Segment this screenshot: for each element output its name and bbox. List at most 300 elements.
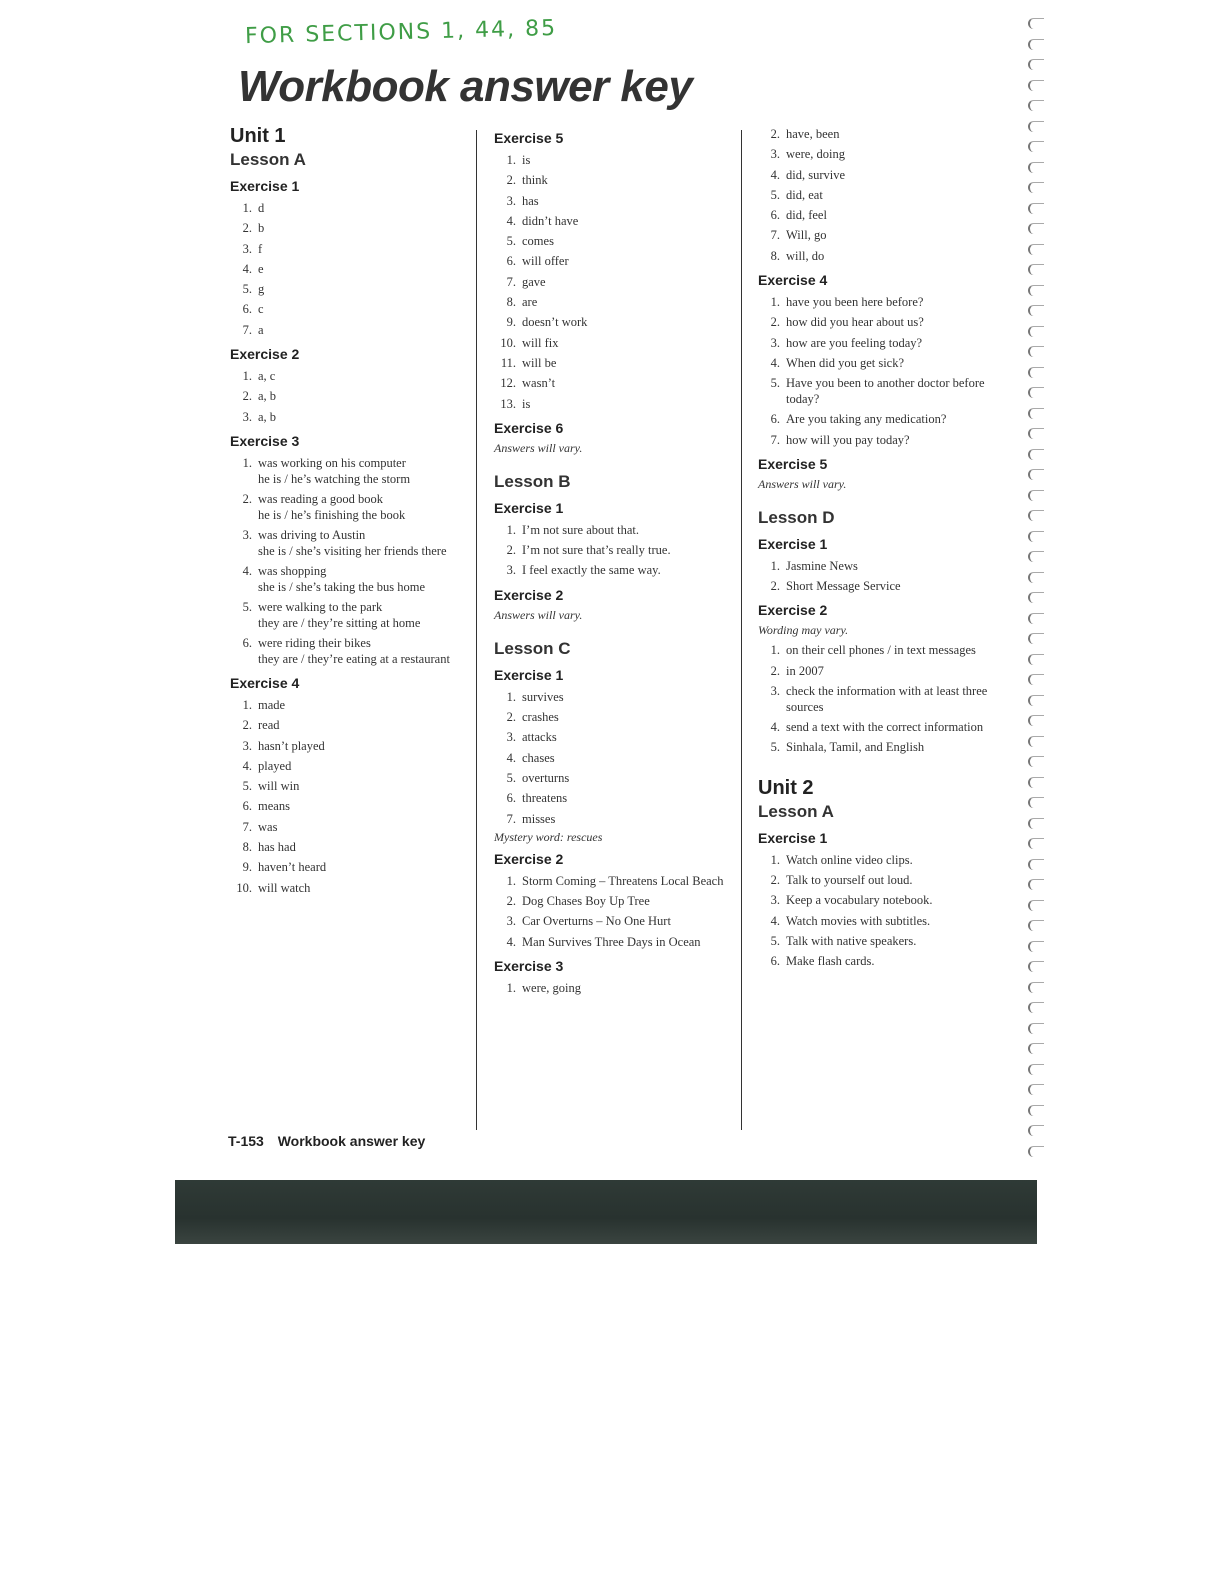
- spiral-ring: [1028, 162, 1044, 173]
- answer-item: [758, 353, 1003, 373]
- answer-text: Talk to yourself out loud.: [786, 872, 913, 887]
- answer-text-group: [786, 681, 1003, 717]
- answer-text: Talk with native speakers.: [786, 933, 917, 948]
- answer-number: 2.: [506, 543, 516, 558]
- answer-text: did, eat: [786, 187, 823, 202]
- answer-item: [758, 185, 1003, 205]
- answer-number: 5.: [242, 779, 252, 794]
- answer-number: 7.: [770, 432, 780, 447]
- answer-number: 4.: [770, 720, 780, 735]
- answer-text-group: [522, 768, 734, 788]
- answer-item: [230, 837, 470, 857]
- answer-text: Have you been to another doctor before today?: [786, 376, 985, 407]
- exercise-heading: Exercise 1: [758, 829, 828, 846]
- answer-text-group: [786, 124, 1003, 144]
- answer-column-3: [758, 124, 1003, 971]
- answer-number: 5.: [770, 376, 780, 391]
- answer-item: [230, 561, 470, 597]
- answer-text-group: [786, 205, 1003, 225]
- answer-number: 6.: [506, 254, 516, 269]
- spiral-ring: [1028, 633, 1044, 644]
- answer-text: Keep a vocabulary notebook.: [786, 893, 933, 908]
- answer-item: [230, 695, 470, 715]
- answer-item: [494, 353, 734, 373]
- answer-text-group: [522, 707, 734, 727]
- answer-number: 3.: [242, 241, 252, 256]
- answer-item: [230, 453, 470, 489]
- spiral-ring: [1028, 900, 1044, 911]
- answer-number: 1.: [770, 852, 780, 867]
- answer-item: [758, 312, 1003, 332]
- lesson-heading: Lesson D: [758, 507, 835, 527]
- answer-text: comes: [522, 234, 554, 249]
- answer-text: was driving to Austin: [258, 527, 366, 542]
- spiral-ring: [1028, 961, 1044, 972]
- answer-text-group: [522, 727, 734, 747]
- answer-text-group: [258, 386, 470, 406]
- answer-item: [494, 231, 734, 251]
- answer-number: 13.: [500, 396, 516, 411]
- answer-number: 1.: [506, 153, 516, 167]
- spiral-ring: [1028, 859, 1044, 870]
- exercise-heading: Exercise 1: [230, 178, 300, 194]
- column-divider: [741, 130, 742, 1130]
- answer-text-group: [786, 931, 1003, 951]
- answer-item: [758, 246, 1003, 266]
- answer-list: [758, 640, 1003, 757]
- answer-item: [494, 978, 734, 998]
- answer-text: threatens: [522, 791, 568, 806]
- spiral-ring: [1028, 59, 1044, 70]
- exercise-heading: Exercise 1: [494, 499, 564, 516]
- answer-text: check the information with at least three sources: [786, 684, 988, 715]
- answer-text: I’m not sure that’s really true.: [522, 543, 671, 558]
- answer-item: [230, 878, 470, 898]
- answer-text-group: [522, 333, 734, 353]
- answer-text-group: [258, 239, 470, 259]
- spiral-ring: [1028, 490, 1044, 501]
- answer-number: 1.: [242, 455, 252, 470]
- answer-text: e: [258, 261, 264, 276]
- spiral-ring: [1028, 1043, 1044, 1054]
- answer-text-group: [258, 736, 470, 756]
- exercise-heading: Exercise 4: [758, 272, 828, 289]
- answer-text-group: [258, 857, 470, 877]
- answer-number: 4.: [506, 934, 516, 949]
- answer-number: 8.: [242, 840, 252, 855]
- answer-text: how will you pay today?: [786, 432, 910, 447]
- spiral-ring: [1028, 777, 1044, 788]
- answer-list: [230, 695, 470, 898]
- spiral-ring: [1028, 264, 1044, 275]
- spiral-ring: [1028, 1023, 1044, 1034]
- answer-text: haven’t heard: [258, 860, 327, 875]
- answer-text-group: [786, 661, 1003, 681]
- answer-text-group: [258, 366, 470, 386]
- answer-item: [758, 737, 1003, 757]
- spiral-ring: [1028, 1002, 1044, 1013]
- answer-text-group: [786, 576, 1003, 596]
- answer-number: 1.: [770, 295, 780, 310]
- answer-text: played: [258, 758, 292, 773]
- answer-text: made: [258, 697, 286, 712]
- answer-text: wasn’t: [522, 376, 556, 391]
- answer-item: [758, 850, 1003, 870]
- answer-number: 3.: [506, 563, 516, 578]
- exercise-note: Answers will vary.: [494, 440, 583, 455]
- answer-text: misses: [522, 811, 556, 826]
- lesson-heading: Lesson A: [230, 150, 306, 169]
- answer-text: Watch movies with subtitles.: [786, 913, 931, 928]
- answer-number: 1.: [506, 522, 516, 537]
- answer-number: 10.: [500, 335, 516, 350]
- answer-list: [230, 453, 470, 669]
- lesson-heading: Lesson A: [758, 801, 834, 821]
- answer-item: [230, 279, 470, 299]
- answer-text: in 2007: [786, 663, 824, 678]
- answer-text: will watch: [258, 880, 311, 895]
- page-footer: [228, 1133, 425, 1149]
- answer-item: [230, 633, 470, 669]
- answer-item: [494, 211, 734, 231]
- spiral-ring: [1028, 428, 1044, 439]
- answer-subtext: they are / they’re sitting at home: [258, 615, 421, 630]
- answer-text: have you been here before?: [786, 295, 924, 310]
- answer-text-group: [258, 198, 470, 218]
- answer-text: Sinhala, Tamil, and English: [786, 740, 925, 755]
- answer-item: [230, 525, 470, 561]
- dark-scan-band: [175, 1180, 1037, 1244]
- answer-text: are: [522, 295, 538, 310]
- answer-text-group: [786, 870, 1003, 890]
- answer-number: 4.: [242, 261, 252, 276]
- answer-text-group: [786, 717, 1003, 737]
- answer-number: 9.: [242, 860, 252, 875]
- spiral-ring: [1028, 387, 1044, 398]
- answer-number: 4.: [770, 167, 780, 182]
- answer-item: [494, 312, 734, 332]
- answer-text-group: [786, 246, 1003, 266]
- answer-number: 6.: [770, 412, 780, 427]
- answer-item: [758, 165, 1003, 185]
- answer-text: will be: [522, 355, 557, 370]
- spiral-ring: [1028, 100, 1044, 111]
- unit-heading: Unit 2: [758, 776, 814, 799]
- answer-number: 12.: [500, 376, 516, 391]
- answer-number: 3.: [242, 409, 252, 424]
- answer-item: [758, 681, 1003, 717]
- answer-text-group: [522, 353, 734, 373]
- exercise-heading: Exercise 5: [758, 455, 828, 472]
- answer-text: were, going: [522, 981, 582, 996]
- answer-column-1: [230, 124, 470, 898]
- answer-item: [758, 951, 1003, 971]
- answer-text-group: [786, 144, 1003, 164]
- unit-heading: Unit 1: [230, 125, 286, 147]
- answer-item: [230, 857, 470, 877]
- answer-text-group: [522, 978, 734, 998]
- exercise-note: Answers will vary.: [758, 476, 847, 491]
- answer-text: will offer: [522, 254, 569, 269]
- answer-number: 4.: [506, 213, 516, 228]
- answer-text: is: [522, 153, 531, 167]
- spiral-ring: [1028, 736, 1044, 747]
- answer-text-group: [786, 185, 1003, 205]
- answer-item: [494, 707, 734, 727]
- spiral-ring: [1028, 1105, 1044, 1116]
- answer-item: [230, 817, 470, 837]
- answer-text: b: [258, 221, 265, 236]
- answer-item: [494, 932, 734, 952]
- answer-text-group: [786, 951, 1003, 971]
- answer-text-group: [522, 871, 734, 891]
- exercise-heading: Exercise 5: [494, 130, 564, 146]
- answer-item: [758, 205, 1003, 225]
- answer-text: crashes: [522, 710, 559, 725]
- spiral-ring: [1028, 1146, 1044, 1157]
- answer-number: 2.: [770, 579, 780, 594]
- answer-text-group: [786, 225, 1003, 245]
- answer-text-group: [522, 540, 734, 560]
- answer-text: were riding their bikes: [258, 635, 371, 650]
- answer-text: has had: [258, 840, 296, 855]
- answer-text-group: [786, 890, 1003, 910]
- answer-number: 1.: [770, 558, 780, 573]
- spiral-ring: [1028, 326, 1044, 337]
- answer-item: [758, 661, 1003, 681]
- answer-item: [494, 748, 734, 768]
- answer-number: 6.: [242, 799, 252, 814]
- answer-number: 2.: [506, 173, 516, 188]
- answer-item: [494, 251, 734, 271]
- spiral-ring: [1028, 818, 1044, 829]
- answer-item: [494, 788, 734, 808]
- answer-number: 3.: [770, 335, 780, 350]
- answer-text-group: [522, 170, 734, 190]
- answer-item: [494, 727, 734, 747]
- answer-text: didn’t have: [522, 213, 579, 228]
- spiral-ring: [1028, 941, 1044, 952]
- answer-text-group: [258, 878, 470, 898]
- answer-list: [494, 871, 734, 952]
- answer-number: 4.: [242, 758, 252, 773]
- answer-text: hasn’t played: [258, 738, 325, 753]
- spiral-ring: [1028, 1064, 1044, 1075]
- answer-item: [758, 373, 1003, 409]
- answer-number: 9.: [506, 315, 516, 330]
- answer-number: 1.: [506, 981, 516, 996]
- answer-text: were walking to the park: [258, 599, 383, 614]
- answer-text-group: [258, 695, 470, 715]
- answer-text: survives: [522, 689, 564, 704]
- answer-number: 3.: [770, 147, 780, 162]
- answer-item: [230, 239, 470, 259]
- answer-text: read: [258, 718, 280, 733]
- spiral-ring: [1028, 39, 1044, 50]
- spiral-ring: [1028, 715, 1044, 726]
- answer-number: 3.: [506, 193, 516, 208]
- answer-number: 2.: [770, 315, 780, 330]
- answer-text-group: [786, 165, 1003, 185]
- spiral-ring: [1028, 80, 1044, 91]
- answer-subtext: she is / she’s visiting her friends there: [258, 543, 447, 558]
- spiral-ring: [1028, 285, 1044, 296]
- answer-item: [494, 809, 734, 829]
- answer-text-group: [786, 409, 1003, 429]
- answer-text: gave: [522, 274, 546, 289]
- answer-text: c: [258, 302, 264, 317]
- answer-number: 7.: [506, 811, 516, 826]
- answer-number: 5.: [770, 187, 780, 202]
- spiral-ring: [1028, 203, 1044, 214]
- answer-item: [230, 386, 470, 406]
- answer-text-group: [258, 218, 470, 238]
- answer-item: [758, 124, 1003, 144]
- answer-item: [494, 520, 734, 540]
- answer-number: 3.: [242, 527, 252, 542]
- answer-text: g: [258, 282, 265, 297]
- answer-number: 1.: [506, 873, 516, 888]
- answer-text: means: [258, 799, 290, 814]
- answer-item: [230, 299, 470, 319]
- spiral-ring: [1028, 305, 1044, 316]
- answer-text: a: [258, 322, 264, 337]
- answer-text-group: [522, 150, 734, 170]
- answer-text: a, b: [258, 409, 277, 424]
- answer-text: is: [522, 396, 531, 411]
- answer-item: [758, 931, 1003, 951]
- answer-text: did, survive: [786, 167, 846, 182]
- spiral-ring: [1028, 797, 1044, 808]
- answer-number: 4.: [770, 355, 780, 370]
- answer-item: [494, 170, 734, 190]
- answer-text-group: [258, 299, 470, 319]
- answer-text-group: [522, 891, 734, 911]
- answer-item: [230, 796, 470, 816]
- answer-text-group: [522, 809, 734, 829]
- answer-text-group: [786, 911, 1003, 931]
- answer-text-group: [258, 320, 470, 340]
- answer-text-group: [786, 850, 1003, 870]
- spiral-ring: [1028, 408, 1044, 419]
- answer-text: how are you feeling today?: [786, 335, 923, 350]
- answer-item: [758, 576, 1003, 596]
- spiral-ring: [1028, 469, 1044, 480]
- answer-list: [758, 292, 1003, 450]
- answer-number: 8.: [506, 295, 516, 310]
- answer-text: did, feel: [786, 208, 827, 223]
- spiral-ring: [1028, 551, 1044, 562]
- answer-text-group: [522, 687, 734, 707]
- spiral-ring: [1028, 592, 1044, 603]
- answer-text-group: [786, 737, 1003, 757]
- answer-number: 6.: [242, 635, 252, 650]
- answer-text: was: [258, 819, 278, 834]
- exercise-heading: Exercise 1: [494, 666, 564, 683]
- answer-text-group: [786, 312, 1003, 332]
- answer-list: [758, 850, 1003, 972]
- answer-number: 5.: [242, 282, 252, 297]
- answer-text-group: [258, 279, 470, 299]
- exercise-heading: Exercise 3: [230, 432, 300, 449]
- answer-text: how did you hear about us?: [786, 315, 924, 330]
- answer-item: [758, 640, 1003, 660]
- answer-number: 7.: [506, 274, 516, 289]
- answer-item: [758, 409, 1003, 429]
- answer-text: will win: [258, 779, 300, 794]
- exercise-heading: Exercise 3: [494, 958, 564, 975]
- answer-text-group: [786, 430, 1003, 450]
- answer-item: [230, 715, 470, 735]
- answer-subtext: he is / he’s finishing the book: [258, 507, 406, 522]
- answer-list: [494, 520, 734, 581]
- answer-item: [758, 292, 1003, 312]
- answer-text-group: [258, 715, 470, 735]
- answer-item: [494, 191, 734, 211]
- answer-number: 6.: [770, 208, 780, 223]
- answer-item: [230, 198, 470, 218]
- answer-text-group: [522, 191, 734, 211]
- answer-text-group: [522, 520, 734, 540]
- answer-number: 7.: [242, 819, 252, 834]
- spiral-ring: [1028, 531, 1044, 542]
- answer-text: a, c: [258, 369, 276, 384]
- spiral-ring: [1028, 613, 1044, 624]
- answer-number: 3.: [770, 684, 780, 699]
- answer-number: 1.: [242, 697, 252, 712]
- answer-text-group: [258, 453, 470, 489]
- answer-text-group: [786, 373, 1003, 409]
- answer-number: 1.: [770, 643, 780, 658]
- footer-label: Workbook answer key: [277, 1133, 426, 1149]
- answer-number: 4.: [242, 563, 252, 578]
- answer-number: 2.: [506, 710, 516, 725]
- answer-text: attacks: [522, 730, 557, 745]
- spiral-ring: [1028, 1084, 1044, 1095]
- answer-subtext: they are / they’re eating at a restaurant: [258, 651, 450, 666]
- answer-item: [758, 556, 1003, 576]
- answer-item: [494, 292, 734, 312]
- answer-number: 6.: [770, 954, 780, 969]
- answer-number: 5.: [770, 933, 780, 948]
- answer-item: [494, 272, 734, 292]
- spiral-ring: [1028, 182, 1044, 193]
- exercise-heading: Exercise 6: [494, 419, 564, 436]
- answer-text-group: [258, 633, 470, 669]
- answer-item: [230, 407, 470, 427]
- spiral-ring: [1028, 920, 1044, 931]
- answer-text: overturns: [522, 770, 570, 785]
- answer-text-group: [258, 776, 470, 796]
- answer-text-group: [786, 640, 1003, 660]
- answer-text-group: [258, 259, 470, 279]
- answer-text: Will, go: [786, 228, 827, 243]
- answer-text: was shopping: [258, 563, 327, 578]
- spiral-ring: [1028, 879, 1044, 890]
- answer-text: d: [258, 201, 265, 215]
- answer-text: have, been: [786, 127, 840, 141]
- answer-item: [230, 756, 470, 776]
- answer-text: chases: [522, 750, 555, 765]
- spiral-binding: [1024, 18, 1048, 1168]
- answer-text: think: [522, 173, 548, 188]
- answer-item: [494, 871, 734, 891]
- answer-number: 7.: [770, 228, 780, 243]
- answer-text: I’m not sure about that.: [522, 522, 639, 537]
- answer-number: 2.: [242, 718, 252, 733]
- answer-number: 2.: [770, 127, 780, 141]
- answer-number: 5.: [242, 599, 252, 614]
